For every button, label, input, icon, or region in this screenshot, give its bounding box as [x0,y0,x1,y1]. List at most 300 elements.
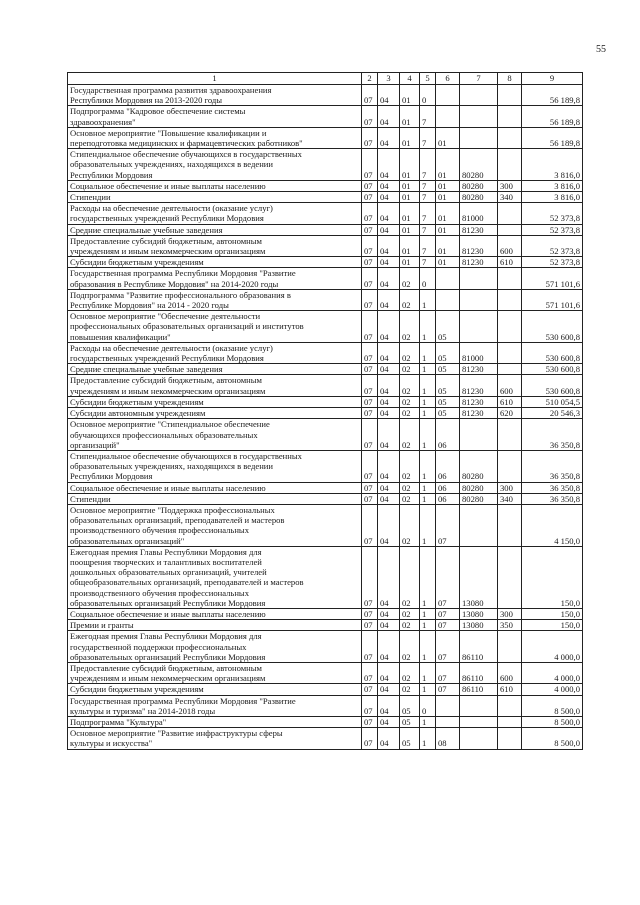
section-code-cell: 07 [362,224,378,235]
activity-code-cell: 05 [436,396,460,407]
section-code-cell: 07 [362,450,378,482]
direction-code-cell [460,268,498,289]
header-row [68,73,583,85]
table-row [68,684,583,695]
activity-code-cell: 07 [436,631,460,663]
expense-type-code-cell [498,504,522,546]
subprogram-code-cell: 1 [420,728,436,749]
activity-code-cell: 01 [436,180,460,191]
expense-type-code-cell [498,342,522,363]
table-row [68,450,583,482]
direction-code-cell [460,716,498,727]
direction-code-cell: 13080 [460,546,498,608]
subprogram-code-cell: 1 [420,716,436,727]
program-code-cell: 02 [400,364,420,375]
section-code-cell: 07 [362,192,378,203]
item-name-cell: Ежегодная премия Главы Республики Мордовия для поощрения творческих и талантливых воспитателей дошкольных образовательных организаций, учителей общеобразовательных организаций, преподавателей и мастеров производственного обучения профессиональных образовательных организаций Республики Мордовия [68,546,362,608]
direction-code-cell: 86110 [460,684,498,695]
table-row [68,203,583,224]
program-code-cell: 01 [400,192,420,203]
subprogram-code-cell: 1 [420,408,436,419]
direction-code-cell: 13080 [460,608,498,619]
table-body [68,85,583,750]
item-name-cell: Премии и гранты [68,620,362,631]
activity-code-cell [436,695,460,716]
col-header: 8 [498,73,522,85]
direction-code-cell [460,289,498,310]
activity-code-cell [436,716,460,727]
section-code-cell: 07 [362,375,378,396]
activity-code-cell: 07 [436,504,460,546]
expense-type-code-cell: 600 [498,375,522,396]
program-code-cell: 02 [400,396,420,407]
table-row [68,85,583,106]
subsection-code-cell: 04 [378,149,400,181]
amount-cell: 150,0 [522,620,583,631]
amount-cell: 530 600,8 [522,375,583,396]
subsection-code-cell: 04 [378,408,400,419]
section-code-cell: 07 [362,127,378,148]
subsection-code-cell: 04 [378,289,400,310]
direction-code-cell: 13080 [460,620,498,631]
direction-code-cell: 81000 [460,203,498,224]
table-row [68,106,583,127]
expense-type-code-cell: 300 [498,608,522,619]
program-code-cell: 02 [400,375,420,396]
activity-code-cell: 08 [436,728,460,749]
section-code-cell: 07 [362,149,378,181]
amount-cell: 150,0 [522,546,583,608]
section-code-cell: 07 [362,482,378,493]
program-code-cell: 01 [400,203,420,224]
amount-cell: 36 350,8 [522,419,583,451]
subsection-code-cell: 04 [378,180,400,191]
expense-type-code-cell: 610 [498,396,522,407]
expense-type-code-cell [498,289,522,310]
amount-cell: 36 350,8 [522,482,583,493]
item-name-cell: Подпрограмма "Развитие профессионального образования в Республике Мордовия" на 2014 - 2020 годы [68,289,362,310]
expense-type-code-cell [498,546,522,608]
subprogram-code-cell: 7 [420,127,436,148]
section-code-cell: 07 [362,662,378,683]
subprogram-code-cell: 1 [420,311,436,343]
amount-cell: 4 150,0 [522,504,583,546]
amount-cell: 20 546,3 [522,408,583,419]
amount-cell: 3 816,0 [522,180,583,191]
amount-cell: 52 373,8 [522,203,583,224]
subsection-code-cell: 04 [378,311,400,343]
amount-cell: 3 816,0 [522,149,583,181]
subsection-code-cell: 04 [378,396,400,407]
section-code-cell: 07 [362,268,378,289]
direction-code-cell: 81230 [460,396,498,407]
activity-code-cell [436,268,460,289]
table-row [68,728,583,749]
subsection-code-cell: 04 [378,728,400,749]
section-code-cell: 07 [362,203,378,224]
subprogram-code-cell: 1 [420,662,436,683]
table-row [68,235,583,256]
subprogram-code-cell: 1 [420,608,436,619]
table-row [68,224,583,235]
section-code-cell: 07 [362,620,378,631]
direction-code-cell: 81230 [460,257,498,268]
amount-cell: 56 189,8 [522,85,583,106]
direction-code-cell [460,728,498,749]
table-row [68,546,583,608]
amount-cell: 530 600,8 [522,311,583,343]
item-name-cell: Основное мероприятие "Развитие инфраструктуры сферы культуры и искусства" [68,728,362,749]
expense-type-code-cell: 620 [498,408,522,419]
activity-code-cell: 07 [436,662,460,683]
item-name-cell: Основное мероприятие "Поддержка профессиональных образовательных организаций, преподавателей и мастеров производственного обучения профессиональных образовательных организаций" [68,504,362,546]
amount-cell: 8 500,0 [522,716,583,727]
section-code-cell: 07 [362,106,378,127]
amount-cell: 52 373,8 [522,235,583,256]
activity-code-cell: 01 [436,192,460,203]
item-name-cell: Предоставление субсидий бюджетным, автономным учреждениям и иным некоммерческим организациям [68,235,362,256]
amount-cell: 52 373,8 [522,224,583,235]
subsection-code-cell: 04 [378,695,400,716]
col-header: 3 [378,73,400,85]
subsection-code-cell: 04 [378,631,400,663]
table-row [68,289,583,310]
activity-code-cell: 07 [436,608,460,619]
subprogram-code-cell: 1 [420,620,436,631]
table-row [68,504,583,546]
col-header: 2 [362,73,378,85]
subprogram-code-cell: 7 [420,224,436,235]
program-code-cell: 02 [400,546,420,608]
program-code-cell: 01 [400,224,420,235]
program-code-cell: 01 [400,106,420,127]
subprogram-code-cell: 7 [420,192,436,203]
subprogram-code-cell: 7 [420,235,436,256]
subsection-code-cell: 04 [378,257,400,268]
section-code-cell: 07 [362,342,378,363]
item-name-cell: Предоставление субсидий бюджетным, автономным учреждениям и иным некоммерческим организациям [68,375,362,396]
direction-code-cell [460,311,498,343]
subprogram-code-cell: 7 [420,203,436,224]
expense-type-code-cell [498,268,522,289]
program-code-cell: 02 [400,408,420,419]
subprogram-code-cell: 1 [420,364,436,375]
program-code-cell: 02 [400,620,420,631]
subsection-code-cell: 04 [378,127,400,148]
section-code-cell: 07 [362,289,378,310]
activity-code-cell: 01 [436,235,460,256]
subsection-code-cell: 04 [378,268,400,289]
subsection-code-cell: 04 [378,716,400,727]
activity-code-cell [436,106,460,127]
expense-type-code-cell: 350 [498,620,522,631]
expense-type-code-cell: 600 [498,235,522,256]
expense-type-code-cell [498,149,522,181]
program-code-cell: 01 [400,127,420,148]
subsection-code-cell: 04 [378,192,400,203]
table-row [68,408,583,419]
item-name-cell: Расходы на обеспечение деятельности (оказание услуг) государственных учреждений Республики Мордовия [68,203,362,224]
table-row [68,311,583,343]
direction-code-cell: 81000 [460,342,498,363]
subprogram-code-cell: 1 [420,450,436,482]
section-code-cell: 07 [362,504,378,546]
direction-code-cell: 80280 [460,192,498,203]
expense-type-code-cell: 610 [498,257,522,268]
activity-code-cell: 07 [436,684,460,695]
item-name-cell: Государственная программа развития здравоохранения Республики Мордовия на 2013-2020 годы [68,85,362,106]
subprogram-code-cell: 1 [420,493,436,504]
section-code-cell: 07 [362,546,378,608]
section-code-cell: 07 [362,364,378,375]
section-code-cell: 07 [362,311,378,343]
activity-code-cell: 01 [436,203,460,224]
activity-code-cell: 01 [436,127,460,148]
section-code-cell: 07 [362,396,378,407]
table-row [68,342,583,363]
item-name-cell: Средние специальные учебные заведения [68,364,362,375]
direction-code-cell: 81230 [460,364,498,375]
subprogram-code-cell: 7 [420,180,436,191]
section-code-cell: 07 [362,85,378,106]
direction-code-cell [460,695,498,716]
direction-code-cell: 81230 [460,235,498,256]
subsection-code-cell: 04 [378,224,400,235]
subsection-code-cell: 04 [378,684,400,695]
subprogram-code-cell: 1 [420,684,436,695]
budget-table [67,72,583,750]
subprogram-code-cell: 1 [420,419,436,451]
expense-type-code-cell [498,224,522,235]
direction-code-cell: 86110 [460,662,498,683]
amount-cell: 150,0 [522,608,583,619]
expense-type-code-cell [498,695,522,716]
table-row [68,695,583,716]
item-name-cell: Государственная программа Республики Мордовия "Развитие образования в Республике Мордовия" на 2014-2020 годы [68,268,362,289]
program-code-cell: 01 [400,180,420,191]
expense-type-code-cell: 340 [498,192,522,203]
activity-code-cell: 01 [436,224,460,235]
expense-type-code-cell [498,311,522,343]
item-name-cell: Подпрограмма "Культура" [68,716,362,727]
direction-code-cell: 80280 [460,482,498,493]
table-row [68,419,583,451]
expense-type-code-cell [498,127,522,148]
expense-type-code-cell [498,85,522,106]
expense-type-code-cell [498,631,522,663]
subprogram-code-cell: 0 [420,695,436,716]
section-code-cell: 07 [362,631,378,663]
subprogram-code-cell: 1 [420,546,436,608]
subsection-code-cell: 04 [378,342,400,363]
subsection-code-cell: 04 [378,482,400,493]
subprogram-code-cell: 1 [420,504,436,546]
item-name-cell: Основное мероприятие "Стипендиальное обеспечение обучающихся профессиональных образовательных организаций" [68,419,362,451]
expense-type-code-cell: 340 [498,493,522,504]
item-name-cell: Стипендиальное обеспечение обучающихся в государственных образовательных учреждениях, находящихся в ведении Республики Мордовия [68,450,362,482]
item-name-cell: Субсидии бюджетным учреждениям [68,684,362,695]
subprogram-code-cell: 7 [420,106,436,127]
section-code-cell: 07 [362,608,378,619]
expense-type-code-cell: 600 [498,662,522,683]
subprogram-code-cell: 7 [420,149,436,181]
subsection-code-cell: 04 [378,620,400,631]
expense-type-code-cell [498,728,522,749]
expense-type-code-cell: 300 [498,180,522,191]
subprogram-code-cell: 1 [420,482,436,493]
section-code-cell: 07 [362,257,378,268]
expense-type-code-cell: 610 [498,684,522,695]
amount-cell: 510 054,5 [522,396,583,407]
item-name-cell: Подпрограмма "Кадровое обеспечение системы здравоохранения" [68,106,362,127]
expense-type-code-cell [498,419,522,451]
table-row [68,149,583,181]
direction-code-cell: 86110 [460,631,498,663]
activity-code-cell: 05 [436,311,460,343]
item-name-cell: Субсидии бюджетным учреждениям [68,396,362,407]
subsection-code-cell: 04 [378,493,400,504]
program-code-cell: 02 [400,311,420,343]
activity-code-cell: 05 [436,342,460,363]
program-code-cell: 02 [400,631,420,663]
item-name-cell: Стипендии [68,192,362,203]
program-code-cell: 05 [400,716,420,727]
amount-cell: 36 350,8 [522,493,583,504]
program-code-cell: 02 [400,268,420,289]
subsection-code-cell: 04 [378,203,400,224]
item-name-cell: Стипендии [68,493,362,504]
activity-code-cell: 06 [436,493,460,504]
expense-type-code-cell [498,450,522,482]
program-code-cell: 01 [400,149,420,181]
page-number: 55 [596,44,606,55]
table-row [68,396,583,407]
program-code-cell: 02 [400,289,420,310]
amount-cell: 4 000,0 [522,662,583,683]
col-header: 1 [68,73,362,85]
activity-code-cell: 01 [436,257,460,268]
item-name-cell: Ежегодная премия Главы Республики Мордовия для государственной поддержки профессиональных образовательных организаций Республики Мордовия [68,631,362,663]
direction-code-cell: 80280 [460,493,498,504]
activity-code-cell: 06 [436,419,460,451]
amount-cell: 4 000,0 [522,684,583,695]
subprogram-code-cell: 1 [420,396,436,407]
subsection-code-cell: 04 [378,419,400,451]
table-row [68,608,583,619]
direction-code-cell [460,419,498,451]
activity-code-cell: 07 [436,620,460,631]
item-name-cell: Предоставление субсидий бюджетным, автономным учреждениям и иным некоммерческим организациям [68,662,362,683]
activity-code-cell [436,289,460,310]
subprogram-code-cell: 1 [420,631,436,663]
expense-type-code-cell [498,716,522,727]
col-header: 6 [436,73,460,85]
subsection-code-cell: 04 [378,375,400,396]
item-name-cell: Субсидии автономным учреждениям [68,408,362,419]
subprogram-code-cell: 7 [420,257,436,268]
table-row [68,375,583,396]
item-name-cell: Стипендиальное обеспечение обучающихся в государственных образовательных учреждениях, находящихся в ведении Республики Мордовия [68,149,362,181]
item-name-cell: Государственная программа Республики Мордовия "Развитие культуры и туризма" на 2014-2018 годы [68,695,362,716]
program-code-cell: 01 [400,257,420,268]
col-header: 4 [400,73,420,85]
table-row [68,716,583,727]
amount-cell: 530 600,8 [522,342,583,363]
activity-code-cell: 07 [436,546,460,608]
subprogram-code-cell: 0 [420,85,436,106]
program-code-cell: 02 [400,342,420,363]
item-name-cell: Средние специальные учебные заведения [68,224,362,235]
table-row [68,268,583,289]
subsection-code-cell: 04 [378,546,400,608]
activity-code-cell [436,85,460,106]
expense-type-code-cell: 300 [498,482,522,493]
amount-cell: 8 500,0 [522,695,583,716]
activity-code-cell: 01 [436,149,460,181]
direction-code-cell: 81230 [460,224,498,235]
amount-cell: 530 600,8 [522,364,583,375]
item-name-cell: Основное мероприятие "Обеспечение деятельности профессиональных образовательных организаций и институтов повышения квалификации" [68,311,362,343]
subsection-code-cell: 04 [378,235,400,256]
section-code-cell: 07 [362,419,378,451]
amount-cell: 52 373,8 [522,257,583,268]
table-row [68,620,583,631]
subprogram-code-cell: 1 [420,342,436,363]
expense-type-code-cell [498,106,522,127]
col-header: 9 [522,73,583,85]
expense-type-code-cell [498,364,522,375]
section-code-cell: 07 [362,235,378,256]
subsection-code-cell: 04 [378,504,400,546]
amount-cell: 4 000,0 [522,631,583,663]
table-row [68,631,583,663]
subsection-code-cell: 04 [378,450,400,482]
amount-cell: 36 350,8 [522,450,583,482]
subprogram-code-cell: 0 [420,268,436,289]
direction-code-cell [460,504,498,546]
direction-code-cell: 80280 [460,450,498,482]
table-row [68,192,583,203]
program-code-cell: 02 [400,493,420,504]
subsection-code-cell: 04 [378,106,400,127]
section-code-cell: 07 [362,493,378,504]
program-code-cell: 02 [400,684,420,695]
section-code-cell: 07 [362,716,378,727]
program-code-cell: 02 [400,608,420,619]
section-code-cell: 07 [362,408,378,419]
section-code-cell: 07 [362,695,378,716]
item-name-cell: Социальное обеспечение и иные выплаты населению [68,482,362,493]
col-header: 5 [420,73,436,85]
amount-cell: 56 189,8 [522,127,583,148]
direction-code-cell: 80280 [460,149,498,181]
program-code-cell: 05 [400,695,420,716]
amount-cell: 571 101,6 [522,289,583,310]
table-row [68,364,583,375]
program-code-cell: 01 [400,235,420,256]
section-code-cell: 07 [362,180,378,191]
program-code-cell: 02 [400,504,420,546]
item-name-cell: Социальное обеспечение и иные выплаты населению [68,180,362,191]
amount-cell: 571 101,6 [522,268,583,289]
subprogram-code-cell: 1 [420,289,436,310]
subsection-code-cell: 04 [378,364,400,375]
direction-code-cell [460,85,498,106]
amount-cell: 8 500,0 [522,728,583,749]
subsection-code-cell: 04 [378,85,400,106]
item-name-cell: Основное мероприятие "Повышение квалификации и переподготовка медицинских и фармацевтических работников" [68,127,362,148]
amount-cell: 56 189,8 [522,106,583,127]
